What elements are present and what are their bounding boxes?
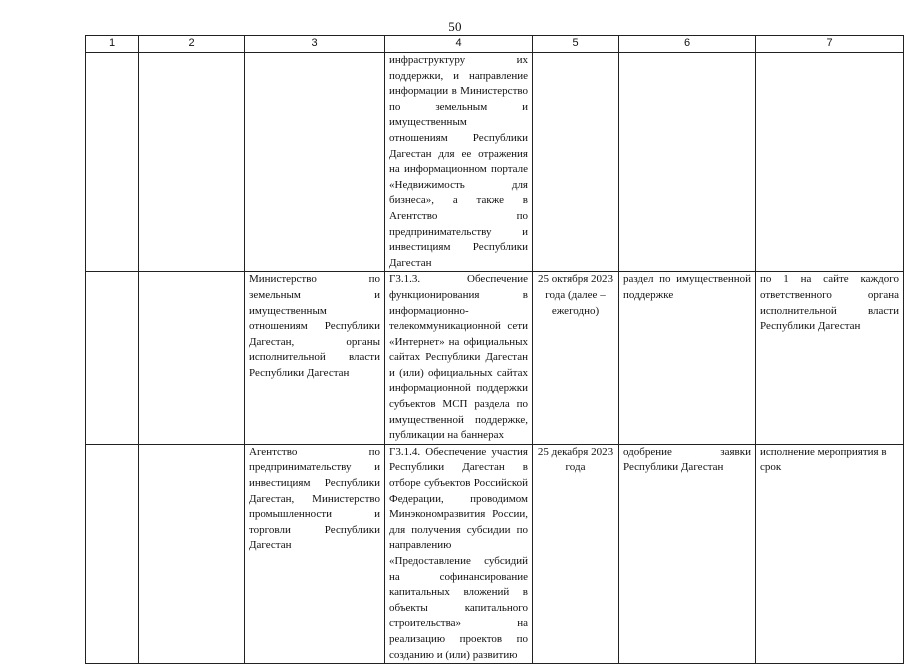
header-col-5: 5 xyxy=(533,36,619,53)
cell-measure: инфраструктуру их поддержки, и направление информации в Министерство по земельным и имущественным отношениям Республики Дагестан для ее отражения на информационном портале «Недвижимость для бизнеса», а также в Агентство по предпринимательству и инвестициям Республики Дагестан xyxy=(385,53,533,272)
header-col-3: 3 xyxy=(245,36,385,53)
table-row xyxy=(86,53,904,272)
header-col-4: 4 xyxy=(385,36,533,53)
table-row xyxy=(86,444,904,663)
cell-col-2 xyxy=(139,53,245,272)
cell-measure: Г3.1.4. Обеспечение участия Республики Дагестан в отборе субъектов Российской Федерации, проводимом Минэкономразвития России, для получения субсидии по направлению «Предоставление субсидий на софинансирование капитальных вложений в объекты капитального строительства» на реализацию проектов по созданию и (или) развитию xyxy=(385,444,533,663)
header-row xyxy=(86,36,904,53)
cell-result xyxy=(619,53,756,272)
measures-table xyxy=(85,35,904,664)
cell-deadline xyxy=(533,53,619,272)
header-col-2: 2 xyxy=(139,36,245,53)
header-col-1: 1 xyxy=(86,36,139,53)
header-col-6: 6 xyxy=(619,36,756,53)
cell-responsible: Агентство по предпринимательству и инвестициям Республики Дагестан, Министерство промышленности и торговли Республики Дагестан xyxy=(245,444,385,663)
cell-number xyxy=(86,444,139,663)
cell-indicator: исполнение мероприятия в срок xyxy=(756,444,904,663)
cell-col-2 xyxy=(139,272,245,445)
cell-result: одобрение заявки Республики Дагестан xyxy=(619,444,756,663)
table-row xyxy=(86,272,904,445)
cell-result: раздел по имущественной поддержке xyxy=(619,272,756,445)
cell-responsible: Министерство по земельным и имущественным отношениям Республики Дагестан, органы исполнительной власти Республики Дагестан xyxy=(245,272,385,445)
cell-deadline: 25 декабря 2023 года xyxy=(533,444,619,663)
cell-measure: Г3.1.3. Обеспечение функционирования в информационно-телекоммуникационной сети «Интернет» на официальных сайтах Республики Дагестан и (или) официальных сайтах информационной поддержки субъектов МСП раздела по имущественной поддержке, публикации на баннерах xyxy=(385,272,533,445)
cell-responsible xyxy=(245,53,385,272)
cell-indicator xyxy=(756,53,904,272)
cell-indicator: по 1 на сайте каждого ответственного органа исполнительной власти Республики Дагестан xyxy=(756,272,904,445)
cell-number xyxy=(86,53,139,272)
header-col-7: 7 xyxy=(756,36,904,53)
cell-col-2 xyxy=(139,444,245,663)
cell-deadline: 25 октября 2023 года (далее – ежегодно) xyxy=(533,272,619,445)
page-number: 50 xyxy=(448,19,462,34)
cell-number xyxy=(86,272,139,445)
